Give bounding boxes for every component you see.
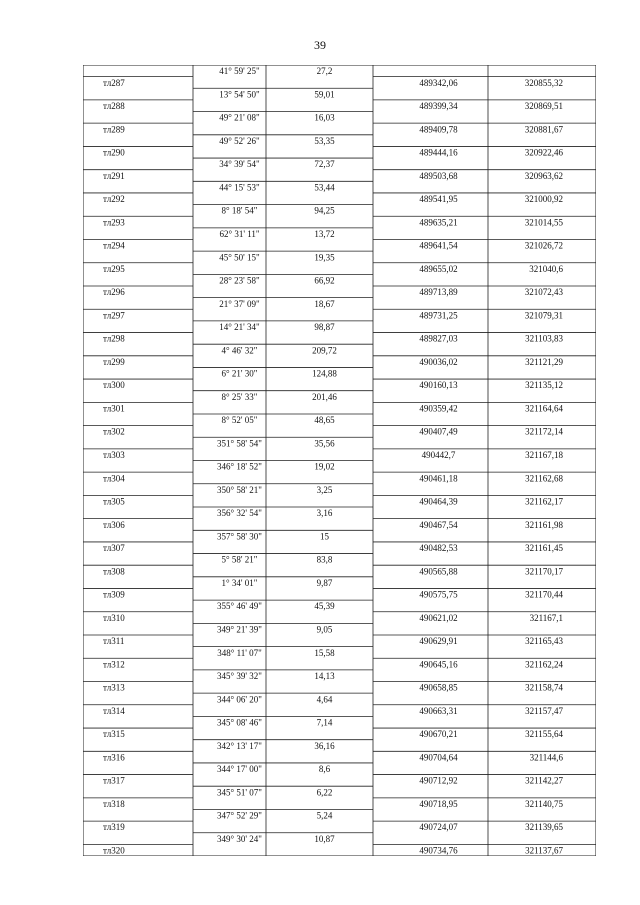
segment-distance: 4,64 [316, 694, 333, 705]
coordinate-y: 321155,64 [525, 729, 563, 740]
coordinate-x: 489399,34 [419, 101, 458, 112]
bearing-angle: 1° 34' 01" [221, 577, 258, 588]
point-id: тл310 [103, 612, 125, 623]
coordinate-x: 489503,68 [419, 170, 458, 181]
coordinate-y: 321157,47 [525, 705, 563, 716]
coordinate-y: 321040,6 [529, 263, 563, 274]
point-id: тл318 [103, 798, 125, 809]
segment-distance: 83,8 [316, 554, 333, 565]
coordinate-y: 321139,65 [525, 822, 563, 833]
bearing-angle: 8° 52' 05" [221, 415, 258, 426]
coordinate-y: 320881,67 [524, 124, 563, 135]
point-id: тл317 [103, 775, 125, 786]
coordinate-x: 489655,02 [419, 263, 458, 274]
coordinate-y: 321072,43 [524, 287, 563, 298]
coordinate-y: 321165,43 [525, 636, 563, 647]
coordinate-y: 321161,98 [525, 519, 563, 530]
coordinate-x: 490407,49 [419, 426, 458, 437]
coordinate-x: 490712,92 [419, 775, 458, 786]
coordinate-x: 490442,7 [421, 450, 456, 460]
bearing-angle: 6° 21' 30" [221, 368, 258, 379]
coordinates-table-grid [83, 65, 596, 856]
segment-distance: 8,6 [318, 764, 331, 775]
bearing-angle: 357° 58' 30" [217, 531, 262, 542]
coordinate-x: 490663,31 [419, 705, 458, 716]
coordinate-x: 490658,85 [419, 682, 458, 693]
coordinate-y: 321164,64 [525, 403, 563, 414]
coordinate-y: 321170,17 [525, 566, 563, 577]
point-id: тл312 [103, 659, 125, 670]
coordinate-x: 489731,25 [419, 310, 458, 321]
point-id: тл303 [103, 450, 125, 460]
coordinate-y: 321170,44 [525, 589, 563, 600]
coordinate-y: 321172,14 [525, 426, 563, 437]
bearing-angle: 8° 18' 54" [221, 205, 258, 216]
bearing-angle: 44° 15' 53" [219, 182, 260, 193]
segment-distance: 36,16 [314, 740, 335, 751]
coordinate-y: 321167,18 [525, 450, 563, 460]
point-id: тл309 [103, 589, 125, 600]
coordinate-y: 321079,31 [524, 310, 563, 321]
point-id: тл295 [103, 263, 125, 274]
bearing-angle: 345° 08' 46" [217, 717, 262, 728]
segment-distance: 201,46 [312, 391, 337, 402]
bearing-angle: 347° 52' 29" [217, 810, 262, 821]
coordinate-y: 321167,1 [529, 612, 563, 623]
point-id: тл292 [103, 194, 125, 205]
page-number: 39 [314, 38, 326, 52]
point-id: тл291 [103, 170, 125, 181]
segment-distance: 53,35 [314, 135, 335, 146]
segment-distance: 27,2 [316, 66, 333, 77]
segment-distance: 209,72 [312, 345, 337, 356]
point-id: тл316 [103, 752, 125, 763]
point-id: тл307 [103, 543, 125, 554]
segment-distance: 6,22 [316, 787, 333, 798]
point-id: тл305 [103, 496, 125, 507]
segment-distance: 3,16 [316, 508, 333, 519]
bearing-angle: 348° 11' 07" [217, 647, 262, 658]
point-id: тл293 [103, 217, 125, 228]
segment-distance: 16,03 [314, 112, 335, 123]
segment-distance: 35,56 [314, 438, 335, 449]
segment-distance: 124,88 [312, 368, 337, 379]
segment-distance: 19,02 [314, 461, 335, 472]
bearing-angle: 8° 25' 33" [221, 391, 258, 402]
coordinate-y: 321014,55 [524, 217, 563, 228]
coordinate-x: 490621,02 [419, 612, 458, 623]
coordinate-y: 320855,32 [524, 77, 563, 88]
segment-distance: 45,39 [314, 601, 335, 612]
bearing-angle: 4° 46' 32" [221, 345, 258, 356]
point-id: тл315 [103, 729, 125, 740]
coordinate-x: 490724,07 [419, 822, 458, 833]
segment-distance: 13,72 [314, 228, 335, 239]
bearing-angle: 350° 58' 21" [217, 484, 262, 495]
coordinate-y: 321137,67 [525, 845, 563, 856]
coordinate-y: 321161,45 [525, 543, 563, 554]
coordinate-x: 490629,91 [419, 636, 458, 647]
coordinate-x: 489827,03 [419, 333, 458, 344]
segment-distance: 15 [320, 531, 329, 542]
segment-distance: 48,65 [314, 415, 335, 426]
point-id: тл289 [103, 124, 125, 135]
segment-distance: 9,05 [316, 624, 333, 635]
bearing-angle: 342° 13' 17" [217, 740, 262, 751]
coordinate-x: 490467,54 [419, 519, 458, 530]
coordinate-x: 489444,16 [419, 147, 458, 158]
bearing-angle: 346° 18' 52" [217, 461, 262, 472]
coordinate-y: 320922,46 [524, 147, 563, 158]
point-id: тл320 [103, 845, 125, 856]
bearing-angle: 21° 37' 09" [219, 298, 260, 309]
bearing-angle: 344° 17' 00" [217, 764, 262, 775]
segment-distance: 3,25 [316, 484, 333, 495]
bearing-angle: 49° 21' 08" [219, 112, 260, 123]
bearing-angle: 41° 59' 25" [219, 66, 260, 77]
coordinate-y: 321000,92 [524, 194, 563, 205]
point-id: тл304 [103, 473, 125, 484]
point-id: тл298 [103, 333, 125, 344]
segment-distance: 59,01 [314, 89, 335, 100]
coordinate-y: 321135,12 [525, 380, 563, 391]
coordinate-x: 490464,39 [419, 496, 458, 507]
segment-distance: 9,87 [316, 577, 333, 588]
coordinate-y: 321158,74 [525, 682, 563, 693]
coordinate-x: 490160,13 [419, 380, 458, 391]
coordinate-x: 490734,76 [419, 845, 458, 856]
coordinate-x: 490565,88 [419, 566, 458, 577]
bearing-angle: 28° 23' 58" [219, 275, 260, 286]
point-id: тл311 [103, 636, 125, 647]
segment-distance: 66,92 [314, 275, 335, 286]
segment-distance: 14,13 [314, 671, 335, 682]
point-id: тл288 [103, 101, 125, 112]
segment-distance: 10,87 [314, 833, 335, 844]
bearing-angle: 345° 39' 32" [217, 671, 262, 682]
segment-distance: 19,35 [314, 252, 335, 263]
coordinate-y: 321121,29 [525, 356, 563, 367]
point-id: тл314 [103, 705, 125, 716]
segment-distance: 5,24 [316, 810, 333, 821]
bearing-angle: 355° 46' 49" [217, 601, 262, 612]
segment-distance: 72,37 [314, 159, 335, 170]
coordinate-y: 320869,51 [524, 101, 563, 112]
bearing-angle: 62° 31' 11" [219, 228, 260, 239]
bearing-angle: 49° 52' 26" [219, 135, 260, 146]
bearing-angle: 356° 32' 54" [217, 508, 262, 519]
point-id: тл294 [103, 240, 125, 251]
coordinate-x: 489713,89 [419, 287, 458, 298]
bearing-angle: 349° 30' 24" [217, 833, 262, 844]
coordinate-y: 321103,83 [525, 333, 563, 344]
coordinate-y: 321162,68 [525, 473, 563, 484]
segment-distance: 53,44 [314, 182, 335, 193]
point-id: тл299 [103, 356, 125, 367]
point-id: тл313 [103, 682, 125, 693]
coordinate-x: 489635,21 [419, 217, 458, 228]
coordinate-x: 490359,42 [419, 403, 458, 414]
coordinate-x: 490670,21 [419, 729, 458, 740]
bearing-angle: 13° 54' 50" [219, 89, 260, 100]
segment-distance: 98,87 [314, 322, 335, 333]
point-id: тл301 [103, 403, 125, 414]
coordinate-y: 321162,24 [525, 659, 563, 670]
bearing-angle: 34° 39' 54" [219, 159, 260, 170]
coordinate-x: 490575,75 [419, 589, 458, 600]
coordinates-table [83, 65, 596, 856]
point-id: тл290 [103, 147, 125, 158]
point-id: тл306 [103, 519, 125, 530]
coordinate-x: 490482,53 [419, 543, 458, 554]
coordinate-x: 490036,02 [419, 356, 458, 367]
segment-distance: 94,25 [314, 205, 335, 216]
point-id: тл287 [103, 77, 125, 88]
coordinate-y: 321162,17 [525, 496, 563, 507]
coordinate-y: 321144,6 [529, 752, 563, 763]
bearing-angle: 45° 50' 15" [219, 252, 260, 263]
bearing-angle: 349° 21' 39" [217, 624, 262, 635]
coordinate-x: 490461,18 [419, 473, 458, 484]
point-id: тл296 [103, 287, 125, 298]
coordinate-x: 489409,78 [419, 124, 458, 135]
coordinate-x: 490645,16 [419, 659, 458, 670]
point-id: тл297 [103, 310, 125, 321]
point-id: тл302 [103, 426, 125, 437]
coordinate-y: 321140,75 [525, 798, 563, 809]
coordinate-x: 490704,64 [419, 752, 458, 763]
coordinate-y: 321142,27 [525, 775, 563, 786]
coordinate-x: 489342,06 [419, 77, 458, 88]
bearing-angle: 14° 21' 34" [219, 322, 260, 333]
bearing-angle: 345° 51' 07" [217, 787, 262, 798]
segment-distance: 18,67 [314, 298, 335, 309]
bearing-angle: 351° 58' 54" [217, 438, 262, 449]
coordinate-x: 489641,54 [419, 240, 458, 251]
coordinate-x: 489541,95 [419, 194, 458, 205]
coordinate-x: 490718,95 [419, 798, 458, 809]
point-id: тл319 [103, 822, 125, 833]
point-id: тл300 [103, 380, 125, 391]
segment-distance: 7,14 [316, 717, 333, 728]
bearing-angle: 5° 58' 21" [221, 554, 258, 565]
bearing-angle: 344° 06' 20" [217, 694, 262, 705]
point-id: тл308 [103, 566, 125, 577]
segment-distance: 15,58 [314, 647, 335, 658]
coordinate-y: 320963,62 [524, 170, 563, 181]
coordinate-y: 321026,72 [524, 240, 563, 251]
